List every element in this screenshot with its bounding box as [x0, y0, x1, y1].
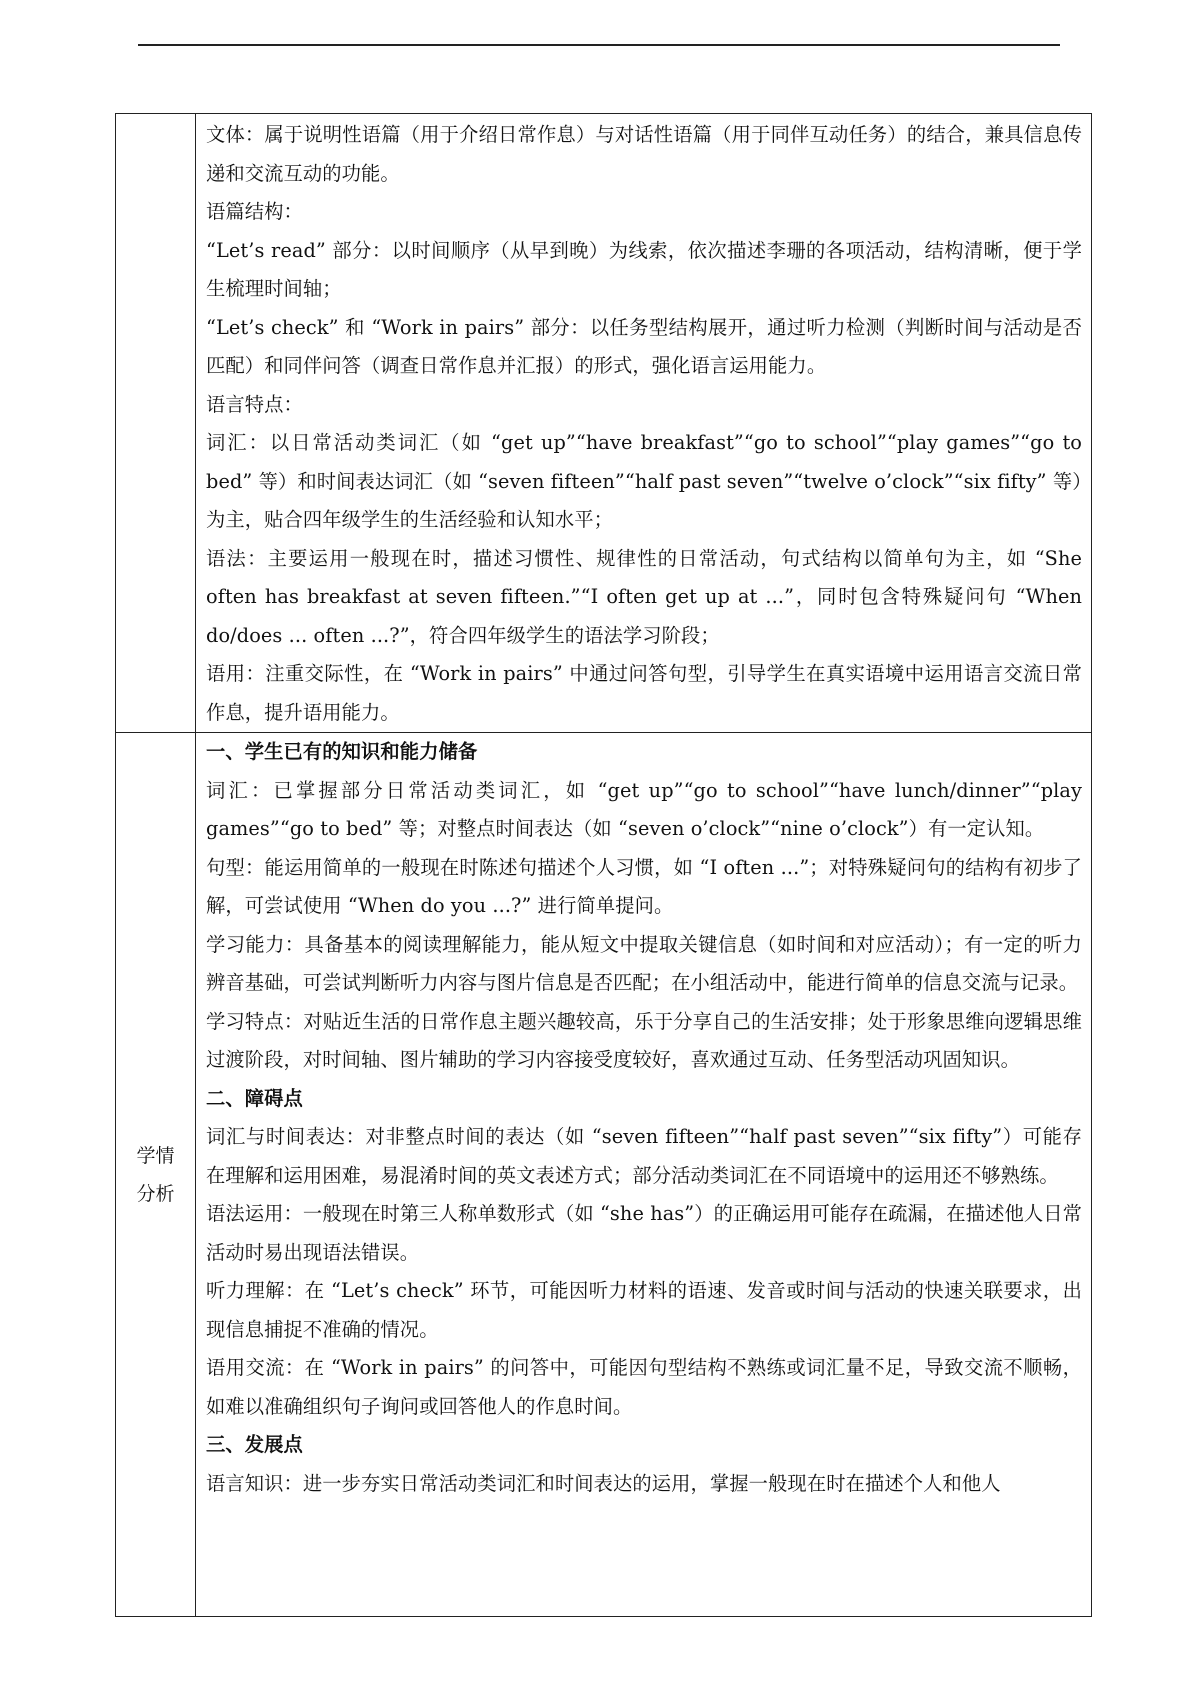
heading-prior-knowledge: 一、学生已有的知识和能力储备 [206, 740, 478, 763]
paragraph-language-heading: 语言特点： [206, 392, 303, 416]
learner-analysis-content [196, 733, 1092, 1617]
paragraph-obstacle-listening: 听力理解：在 “Let’s check” 环节，可能因听力材料的语速、发音或时间与活动的快速关联要求，出现信息捕捉不准确的情况。 [206, 1279, 1082, 1341]
table-row-text-analysis [116, 114, 1092, 733]
paragraph-obstacle-time: 词汇与时间表达：对非整点时间的表达（如 “seven fifteen”“half past seven”“six fifty”）可能存在理解和运用困难，易混淆时间的英文表述方式；部分活动类词汇在不同语境中的运用还不够熟练。 [206, 1125, 1082, 1187]
paragraph-pragmatics: 语用：注重交际性，在 “Work in pairs” 中通过问答句型，引导学生在真实语境中运用语言交流日常作息，提升语用能力。 [206, 662, 1082, 724]
row-label-line-1: 学情 [136, 1144, 175, 1167]
paragraph-grammar: 语法：主要运用一般现在时，描述习惯性、规律性的日常活动，句式结构以简单句为主，如 “She often has breakfast at seven fifteen.”“I often get up at ...”，同时包含特殊疑问句 “When do/does ... often ...?”，符合四年级学生的语法学习阶段； [206, 546, 1082, 647]
paragraph-structure-heading: 语篇结构： [206, 200, 303, 223]
paragraph-prior-sentence: 句型：能运用简单的一般现在时陈述句描述个人习惯，如 “I often ...”；对特殊疑问句的结构有初步了解，可尝试使用 “When do you ...?” 进行简单提问。 [206, 855, 1082, 917]
paragraph-genre: 文体：属于说明性语篇（用于介绍日常作息）与对话性语篇（用于同伴互动任务）的结合，兼具信息传递和交流互动的功能。 [206, 123, 1082, 185]
lesson-plan-table [115, 113, 1092, 1617]
row-label-learner-analysis [116, 733, 196, 1617]
row-label-line-2: 分析 [136, 1182, 175, 1205]
paragraph-obstacle-grammar: 语法运用：一般现在时第三人称单数形式（如 “she has”）的正确运用可能存在疏漏，在描述他人日常活动时易出现语法错误。 [206, 1202, 1082, 1264]
header-rule [138, 44, 1060, 46]
paragraph-learning-ability: 学习能力：具备基本的阅读理解能力，能从短文中提取关键信息（如时间和对应活动）；有一定的听力辨音基础，可尝试判断听力内容与图片信息是否匹配；在小组活动中，能进行简单的信息交流与记录。 [206, 932, 1082, 994]
text-analysis-content [196, 114, 1092, 733]
paragraph-lets-check: “Let’s check” 和 “Work in pairs” 部分：以任务型结构展开，通过听力检测（判断时间与活动是否匹配）和同伴问答（调查日常作息并汇报）的形式，强化语言运用能力。 [206, 315, 1082, 377]
heading-obstacles: 二、障碍点 [206, 1086, 303, 1110]
paragraph-obstacle-communication: 语用交流：在 “Work in pairs” 的问答中，可能因句型结构不熟练或词汇量不足，导致交流不顺畅，如难以准确组织句子询问或回答他人的作息时间。 [206, 1356, 1082, 1418]
heading-development: 三、发展点 [206, 1433, 303, 1456]
paragraph-vocabulary: 词汇：以日常活动类词汇（如 “get up”“have breakfast”“go to school”“play games”“go to bed” 等）和时间表达词汇（如 “seven fifteen”“half past seven”“twelve o’clock”“six fifty” 等）为主，贴合四年级学生的生活经验和认知水平； [206, 431, 1082, 531]
row-label-empty [116, 114, 196, 733]
paragraph-development-language: 语言知识：进一步夯实日常活动类词汇和时间表达的运用，掌握一般现在时在描述个人和他人 [206, 1471, 1001, 1495]
table-row-learner-analysis [116, 733, 1092, 1617]
paragraph-prior-vocabulary: 词汇：已掌握部分日常活动类词汇，如 “get up”“go to school”“have lunch/dinner”“play games”“go to bed” 等；对整点时间表达（如 “seven o’clock”“nine o’clock”）有一定认知。 [206, 778, 1082, 840]
paragraph-learning-traits: 学习特点：对贴近生活的日常作息主题兴趣较高，乐于分享自己的生活安排；处于形象思维向逻辑思维过渡阶段，对时间轴、图片辅助的学习内容接受度较好，喜欢通过互动、任务型活动巩固知识。 [206, 1009, 1082, 1071]
paragraph-lets-read: “Let’s read” 部分：以时间顺序（从早到晚）为线索，依次描述李珊的各项活动，结构清晰，便于学生梳理时间轴； [206, 238, 1082, 300]
